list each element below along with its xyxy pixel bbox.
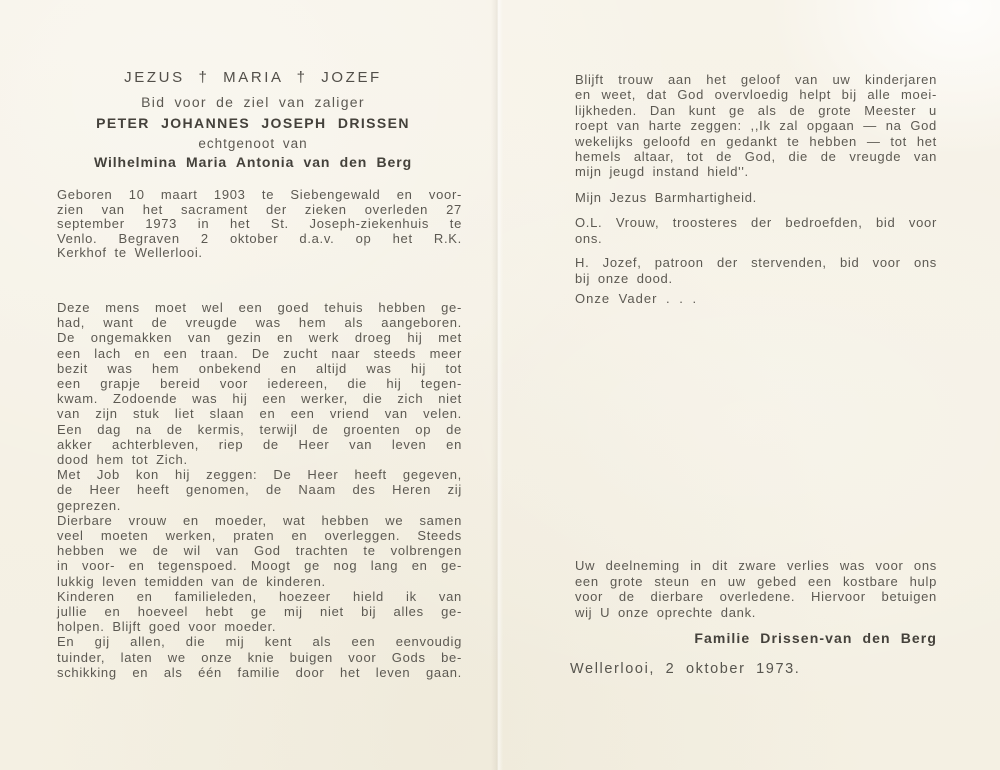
prayer-joseph <box>575 255 937 286</box>
text-line: De ongemakken van gezin en werk droeg hij met <box>57 330 462 346</box>
text-line: Kinderen en familieleden, hoezeer hield ik van <box>57 588 462 604</box>
text-line: en weet, dat God overvloedig helpt bij alle moei- <box>575 87 937 103</box>
invocation-line: JEZUS † MARIA † JOZEF <box>124 69 382 86</box>
text-line: september 1973 in het St. Joseph-ziekenhuis te <box>57 216 462 231</box>
place-dateline: Wellerlooi, 2 oktober 1973. <box>570 661 801 677</box>
text-line: de Heer heeft genomen, de Naam des Heren zij <box>57 482 462 498</box>
text-line: O.L. Vrouw, troosteres der bedroefden, bid voor <box>575 215 937 230</box>
text-line: H. Jozef, patroon der stervenden, bid voor ons <box>575 255 937 270</box>
text-line: Venlo. Begraven 2 oktober d.a.v. op het R.K. <box>57 230 462 246</box>
text-line: wekelijks geloofd en gedankt te hebben — tot het <box>575 133 937 149</box>
text-line: tuinder, laten we onze knie buigen voor Gods be- <box>57 649 462 665</box>
text-line: Kerkhof te Wellerlooi. <box>57 245 203 260</box>
text-line: veel moeten werken, praten en overleggen. Steeds <box>57 528 462 544</box>
text-line: in voor- en tegenspoed. Moogt ge nog lang en ge- <box>57 558 462 574</box>
text-line: hebben we de wil van God trachten te volbrengen <box>57 543 462 559</box>
card-header <box>57 70 449 175</box>
page-right <box>570 72 937 712</box>
subtitle-line: Bid voor de ziel van zaliger <box>141 94 365 110</box>
text-line: En gij allen, die mij kent als een eenvoudig <box>57 634 462 650</box>
text-line: van zijn stuk liet slaan en een vriend van velen. <box>57 406 462 422</box>
prayer-mary <box>575 215 937 246</box>
text-line: ons. <box>575 230 603 246</box>
deceased-name: PETER JOHANNES JOSEPH DRISSEN <box>96 115 410 131</box>
biography-paragraph <box>57 188 462 261</box>
eulogy-paragraph <box>57 300 462 680</box>
text-line: Een dag na de kermis, terwijl de groenten op de <box>57 421 462 437</box>
text-line: een lach en een traan. De zucht naar steeds meer <box>57 345 462 361</box>
text-line: kwam. Zodoende was hij een werker, die zich niet <box>57 391 462 407</box>
text-line: holpen. Blijft goed voor moeder. <box>57 619 277 635</box>
text-line: jullie en hoeveel hebt ge mij niet bij alles ge- <box>57 604 462 620</box>
text-line: Uw deelneming in dit zware verlies was voor ons <box>575 558 937 573</box>
text-line: zien van het sacrament der zieken overleden 27 <box>57 201 462 217</box>
text-line: dood hem tot Zich. <box>57 452 188 468</box>
fold-crease <box>491 0 503 770</box>
text-line: schikking en als één familie door het leven gaan. <box>57 664 462 680</box>
faith-paragraph <box>575 72 937 180</box>
text-line: had, want de vreugde was hem als aangeboren. <box>57 315 462 331</box>
text-line: Deze mens moet wel een goed tehuis hebben ge- <box>57 300 462 315</box>
prayer-jesus: Mijn Jezus Barmhartigheid. <box>575 190 757 205</box>
acknowledgement-paragraph <box>575 558 937 620</box>
text-line: lijkheden. Dan kunt ge als de grote Meester u <box>575 102 937 118</box>
text-line: wij U onze oprechte dank. <box>575 604 757 620</box>
prayer-our-father: Onze Vader . . . <box>575 291 698 306</box>
text-line: geprezen. <box>57 497 122 513</box>
text-line: voor de dierbare overledene. Hiervoor betuigen <box>575 589 937 605</box>
text-line: bezit was hem onbekend en altijd was hij tot <box>57 360 462 376</box>
text-line: Dierbare vrouw en moeder, wat hebben we samen <box>57 512 462 528</box>
spouse-name: Wilhelmina Maria Antonia van den Berg <box>93 154 413 170</box>
relation-line: echtgenoot van <box>198 136 308 151</box>
text-line: een grapje bereid voor iedereen, die hij tegen- <box>57 376 462 392</box>
text-line: Blijft trouw aan het geloof van uw kinderjaren <box>575 72 937 87</box>
text-line: roept van harte zeggen: ,,Ik zal opgaan — na God <box>575 118 937 134</box>
text-line: lukkig leven temidden van de kinderen. <box>57 573 326 589</box>
text-line: Met Job kon hij zeggen: De Heer heeft gegeven, <box>57 467 462 483</box>
text-line: mijn jeugd instand hield''. <box>575 164 749 180</box>
text-line: akker achterbleven, riep de Heer van leven en <box>57 436 462 452</box>
text-line: Geboren 10 maart 1903 te Siebengewald en voor- <box>57 187 462 202</box>
family-signature: Familie Drissen-van den Berg <box>694 630 937 646</box>
text-line: een grote steun en uw gebed een kostbare hulp <box>575 573 937 589</box>
text-line: hemels altaar, tot de God, die de vreugde van <box>575 149 937 165</box>
text-line: bij onze dood. <box>575 270 673 286</box>
page-left <box>57 70 462 710</box>
